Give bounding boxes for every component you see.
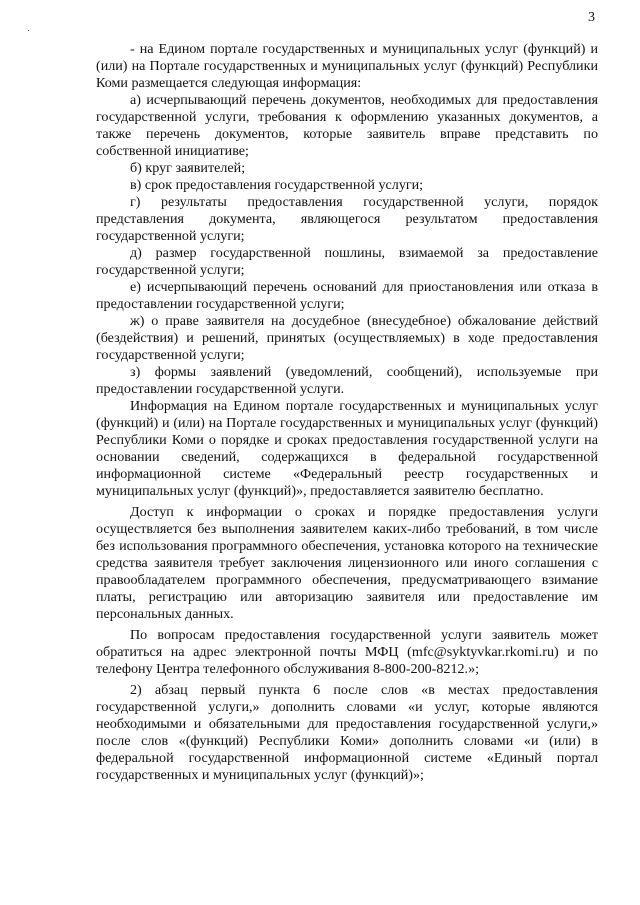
page-number: 3 [588,10,595,25]
paragraph-contacts: По вопросам предоставления государственной услуги заявитель может обратиться на адрес электронной почты МФЦ (mfc@syktyvkar.rkomi.ru) и по телефону Центра телефонного обслуживания 8-800-200-8212.»; [96,627,598,677]
list-item-g: г) результаты предоставления государственной услуги, порядок представления документа, являющегося результатом предоставления государственной услуги; [96,194,598,244]
list-item-b: б) круг заявителей; [130,160,246,176]
list-item-v: в) срок предоставления государственной услуги; [130,177,424,193]
paragraph-portal-info: - на Едином портале государственных и муниципальных услуг (функций) и (или) на Портале государственных и муниципальных услуг (функций) Республики Коми размещается следующая информация: [96,41,598,91]
paragraph-amendment-2: 2) абзац первый пункта 6 после слов «в местах предоставления государственной услуги,» дополнить словами «и услуг, которые являются необходимыми и обязательными для предоставления государственной услуги,» после слов «(функций) Республики Коми» дополнить словами «и (или) в федеральной государственной информационной системе «Единый портал государственных и муниципальных услуг (функций)»; [96,682,598,783]
paragraph-free-info: Информация на Едином портале государственных и муниципальных услуг (функций) и (или) на Портале государственных и муниципальных услуг (функций) Республики Коми о порядке и сроках предоставления государственной услуги на основании сведений, содержащихся в федеральной государственной информационной системе «Федеральный реестр государственных и муниципальных услуг (функций)», предоставляется заявителю бесплатно. [96,398,598,499]
list-item-z: з) формы заявлений (уведомлений, сообщений), используемые при предоставлении государственной услуги. [96,364,598,397]
list-item-d: д) размер государственной пошлины, взимаемой за предоставление государственной услуги; [96,245,598,278]
scan-speck [28,30,29,31]
list-item-zh: ж) о праве заявителя на досудебное (внесудебное) обжалование действий (бездействия) и решений, принятых (осуществляемых) в ходе предоставления государственной услуги; [96,313,598,363]
list-item-e: е) исчерпывающий перечень оснований для приостановления или отказа в предоставлении государственной услуги; [96,279,598,312]
list-item-a: а) исчерпывающий перечень документов, необходимых для предоставления государственной услуги, требования к оформлению указанных документов, а также перечень документов, которые заявитель вправе представить по собственной инициативе; [96,92,598,159]
paragraph-access: Доступ к информации о сроках и порядке предоставления услуги осуществляется без выполнения заявителем каких-либо требований, в том числе без использования программного обеспечения, установка которого на технические средства заявителя требует заключения лицензионного или иного соглашения с правообладателем программного обеспечения, предусматривающего взимание платы, регистрацию или авторизацию заявителя или предоставление им персональных данных. [96,504,598,622]
document-body [96,41,598,784]
